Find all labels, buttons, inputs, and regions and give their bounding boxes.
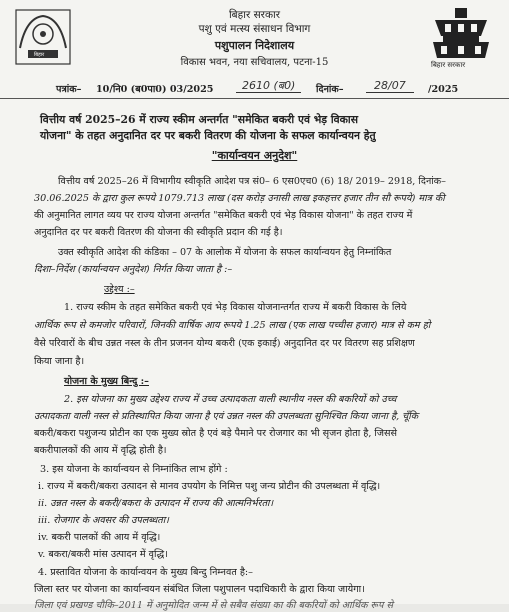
address: विकास भवन, नया सचिवालय, पटना-15 <box>180 57 329 68</box>
para2-line: उक्त स्वीकृति आदेश की कंडिका – 07 के आलोक में योजना के सफल कार्यान्वयन हेतु निम्नांकित <box>58 247 392 258</box>
date-year: /2025 <box>428 84 459 95</box>
point3-intro: 3. इस योजना के कार्यान्वयन से निम्नांकित लाभ होंगे : <box>40 464 228 475</box>
subject-line-1: वित्तीय वर्ष 2025–26 में राज्य स्कीम अन्तर्गत "समेकित बकरी एवं भेड़ विकास <box>40 113 359 126</box>
directorate-name: पशुपालन निदेशालय <box>214 39 295 52</box>
department-name: पशु एवं मत्स्य संसाधन विभाग <box>198 23 311 35</box>
benefit-item: i. राज्य में बकरी/बकरा उत्पादन से मानव उपयोग के निमित्त पशु जन्य प्रोटीन की उपलब्धता में वृद्धि। <box>38 481 381 492</box>
benefit-item: ii. उन्नत नस्ल के बकरी/बकरा के उत्पादन में राज्य की आत्मनिर्भरता। <box>38 498 274 509</box>
para1-line: की अनुमानित लागत व्यय पर राज्य योजना अन्तर्गत "समेकित बकरी एवं भेड़ विकास योजना" के तहत राज्य में <box>34 210 413 221</box>
para1-line: 30.06.2025 के द्वारा कुल रूपये 1079.713 लाख (दस करोड़ उनासी लाख इकहत्तर हजार तीन सौ रूपये) मात्र की <box>34 193 445 204</box>
point2-line: 2. इस योजना का मुख्य उद्देश्य राज्य में उच्च उत्पादकता वाली स्थानीय नस्ल की बकरियों को उच्च <box>64 394 397 405</box>
benefit-item: iii. रोजगार के अवसर की उपलब्धता। <box>38 515 169 526</box>
date-label: दिनांक– <box>316 84 344 95</box>
point4-text: जिला स्तर पर योजना का कार्यान्वयन संबंधित जिला पशुपालन पदाधिकारी के द्वारा किया जायेगा। <box>34 584 365 595</box>
objective-line: 1. राज्य स्कीम के तहत समेकित बकरी एवं भेड़ विकास योजनान्तर्गत राज्य में बकरी विकास के लिये <box>64 302 407 313</box>
left-logo-caption: बिहार <box>34 52 45 58</box>
objective-line: वैसे परिवारों के बीच उन्नत नस्ल के तीन प्रजनन योग्य बकरी (एक इकाई) अनुदानित दर पर वितरण सह प्रशिक्षण <box>34 338 415 349</box>
point2-line: उत्पादकता वाली नस्ल से प्रतिस्थापित किया जाना है एवं उन्नत नस्ल की उपलब्धता सुनिश्चित किया जाना है, चूँकि <box>34 411 419 422</box>
objective-heading: उद्देश्य :– <box>104 284 135 295</box>
letter-number-handwritten: 2610 (ब0) <box>236 80 301 93</box>
point2-line: बकरी/बकरा पशुजन्य प्रोटीन का एक मुख्य स्रोत है एवं बड़े पैमाने पर रोजगार का भी सृजन होता है, जिससे <box>34 428 397 439</box>
objective-line: किया जाना है। <box>34 356 85 367</box>
objective-line: आर्थिक रूप से कमजोर परिवारों, जिनकी वार्षिक आय रूपये 1.25 लाख (एक लाख पच्चीस हजार) मात्र से कम हो <box>34 320 431 331</box>
para1-line: अनुदानित दर पर बकरी वितरण की योजना की स्वीकृति प्रदान की गई है। <box>34 227 283 238</box>
letter-number: 10/नि0 (ब0पा0) 03/2025 <box>96 84 214 95</box>
cutoff-line: जिला एवं प्रखण्ड चौकि–2011 में अनुमोदित जन्म में से सबैव संख्या का की बकरियों को आर्थिक रूप से <box>34 600 393 611</box>
benefit-item: v. बकरा/बकरी मांस उत्पादन में वृद्धि। <box>38 549 168 560</box>
point4-heading: 4. प्रस्तावित योजना के कार्यान्वयन के मुख्य बिन्दु निम्नवत है:– <box>38 567 253 578</box>
govt-name: बिहार सरकार <box>228 9 281 21</box>
subject-line-2: योजना" के तहत अनुदानित दर पर बकरी वितरण की योजना के सफल कार्यान्वयन हेतु <box>40 129 376 142</box>
para1-line: वित्तीय वर्ष 2025–26 में विभागीय स्वीकृति आदेश पत्र सं0– 6 एस0एच0 (6) 18/ 2019– 2918, दिनांक– <box>58 176 446 187</box>
header-divider <box>0 98 509 99</box>
letter-number-label: पत्रांक– <box>56 84 82 95</box>
para2-line: दिशा–निर्देश (कार्यान्वयन अनुदेश) निर्गत किया जाता है :– <box>34 264 233 275</box>
right-logo-caption: बिहार सरकार <box>431 61 466 69</box>
date-handwritten: 28/07 <box>366 80 414 93</box>
document-heading: "कार्यान्वयन अनुदेश" <box>211 149 298 162</box>
point2-line: बकरीपालकों की आय में वृद्धि होती है। <box>34 445 167 456</box>
points-heading: योजना के मुख्य बिन्दु :– <box>64 376 149 387</box>
benefit-item: iv. बकरी पालकों की आय में वृद्धि। <box>38 532 161 543</box>
